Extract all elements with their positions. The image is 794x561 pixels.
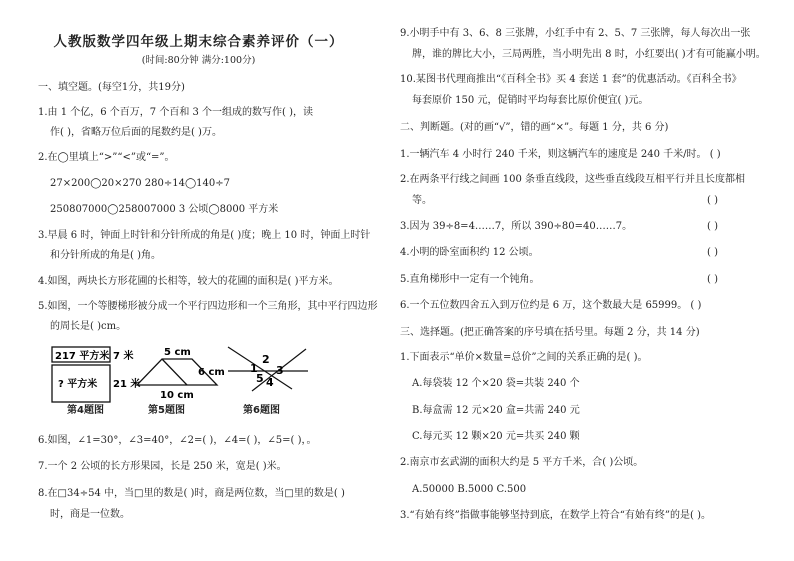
question-line: 2.在◯里填上“>”“<”或“=”。: [38, 152, 175, 163]
exam-info: (时间:80分钟 满分:100分): [141, 55, 256, 66]
question-line: ( ): [707, 195, 718, 206]
question-line: 1.由 1 个亿，6 个百万，7 个百和 3 个一组成的数写作( )，读: [38, 107, 314, 118]
fig5-bottom-length: 10 cm: [160, 390, 194, 401]
question-line: 等。: [412, 195, 432, 206]
question-line: ( ): [707, 247, 718, 258]
question-line: 10.某图书代理商推出“《百科全书》买 4 套送 1 套”的优惠活动。《百科全书》: [400, 74, 742, 85]
fig6-label-2: 2: [262, 353, 270, 366]
question-line: 牌，谁的牌比大小，三局两胜，当小明先出 8 时，小红要出( )才有可能赢小明。: [412, 49, 766, 60]
question-line: ( ): [707, 221, 718, 232]
question-line: 每套原价 150 元，促销时平均每套比原价便宜( )元。: [412, 95, 649, 106]
figure-4: [50, 345, 145, 410]
fig4-caption: 第4题图: [67, 405, 104, 416]
question-line: 二、判断题。(对的画“√”，错的画“×”。每题 1 分，共 6 分): [400, 122, 669, 133]
question-line: 3.“有始有终”指做事能够坚持到底，在数学上符合“有始有终”的是( )。: [400, 510, 711, 521]
fig6-label-4: 4: [266, 376, 274, 389]
figure-6: [222, 343, 312, 405]
question-line: 3.因为 39÷8=4……7，所以 390÷80=40……7。: [400, 221, 633, 232]
question-line: 6.一个五位数四舍五入到万位约是 6 万，这个数最大是 65999。 ( ): [400, 300, 702, 311]
fig5-side-length: 6 cm: [198, 367, 225, 378]
fig5-top-length: 5 cm: [164, 347, 191, 358]
figure-5: [132, 345, 227, 405]
question-line: 8.在□34÷54 中，当□里的数是( )时，商是两位数，当□里的数是( ): [38, 488, 345, 499]
fig4-top-label: 217 平方米: [55, 351, 110, 362]
question-line: 一、填空题。(每空1分，共19分): [38, 82, 185, 93]
question-line: 3.早晨 6 时，钟面上时针和分针所成的角是( )度；晚上 10 时，钟面上时针: [38, 230, 371, 241]
question-line: A.50000 B.5000 C.500: [412, 484, 527, 495]
fig6-label-5: 5: [256, 372, 264, 385]
fig6-caption: 第6题图: [243, 405, 280, 416]
question-line: 2.南京市玄武湖的面积大约是 5 平方千米，合( )公顷。: [400, 457, 644, 468]
question-line: 和分针所成的角是( )角。: [50, 250, 161, 261]
page-title: 人教版数学四年级上期末综合素养评价（一）: [53, 34, 344, 50]
fig4-bottom-label: ? 平方米: [58, 379, 98, 390]
question-line: 的周长是( )cm。: [50, 321, 127, 332]
question-line: 2.在两条平行线之间画 100 条垂直线段，这些垂直线段互相平行并且长度都相: [400, 174, 745, 185]
question-line: 6.如图，∠1=30°，∠3=40°，∠2=( )，∠4=( )，∠5=( )，。: [38, 435, 317, 446]
fig5-caption: 第5题图: [148, 405, 185, 416]
fig4-bottom-side: 21 米: [113, 379, 141, 390]
fig6-label-1: 1: [250, 362, 258, 375]
question-line: 7.一个 2 公顷的长方形果园，长是 250 米，宽是( )米。: [38, 461, 287, 472]
question-line: 9.小明手中有 3、6、8 三张牌，小红手中有 2、5、7 三张牌，每人每次出一张: [400, 28, 751, 39]
question-line: A.每袋装 12 个×20 袋=共装 240 个: [412, 378, 580, 389]
question-line: 1.一辆汽车 4 小时行 240 千米，则这辆汽车的速度是 240 千米/时。 ( ): [400, 149, 721, 160]
question-line: 1.下面表示“单价×数量=总价”之间的关系正确的是( )。: [400, 352, 648, 363]
question-line: 4.如图，两块长方形花圃的长相等，较大的花圃的面积是( )平方米。: [38, 276, 339, 287]
question-line: 5.如图，一个等腰梯形被分成一个平行四边形和一个三角形，其中平行四边形: [38, 301, 378, 312]
question-line: B.每盒需 12 元×20 盒=共需 240 元: [412, 405, 580, 416]
fig4-top-side: 7 米: [113, 351, 134, 362]
fig5-split-line: [162, 359, 187, 385]
question-line: 27×200◯20×270 280÷14◯140÷7: [50, 178, 230, 189]
question-line: 4.小明的卧室面积约 12 公顷。: [400, 247, 539, 258]
question-line: 250807000◯258007000 3 公顷◯8000 平方米: [50, 204, 279, 215]
question-line: 时，商是一位数。: [50, 509, 130, 520]
question-line: C.每元买 12 颗×20 元=共买 240 颗: [412, 431, 580, 442]
question-line: ( ): [707, 274, 718, 285]
question-line: 作( )，省略万位后面的尾数约是( )万。: [50, 127, 222, 138]
question-line: 三、选择题。(把正确答案的序号填在括号里。每题 2 分，共 14 分): [400, 327, 700, 338]
fig6-label-3: 3: [276, 364, 284, 377]
question-line: 5.直角梯形中一定有一个钝角。: [400, 274, 540, 285]
